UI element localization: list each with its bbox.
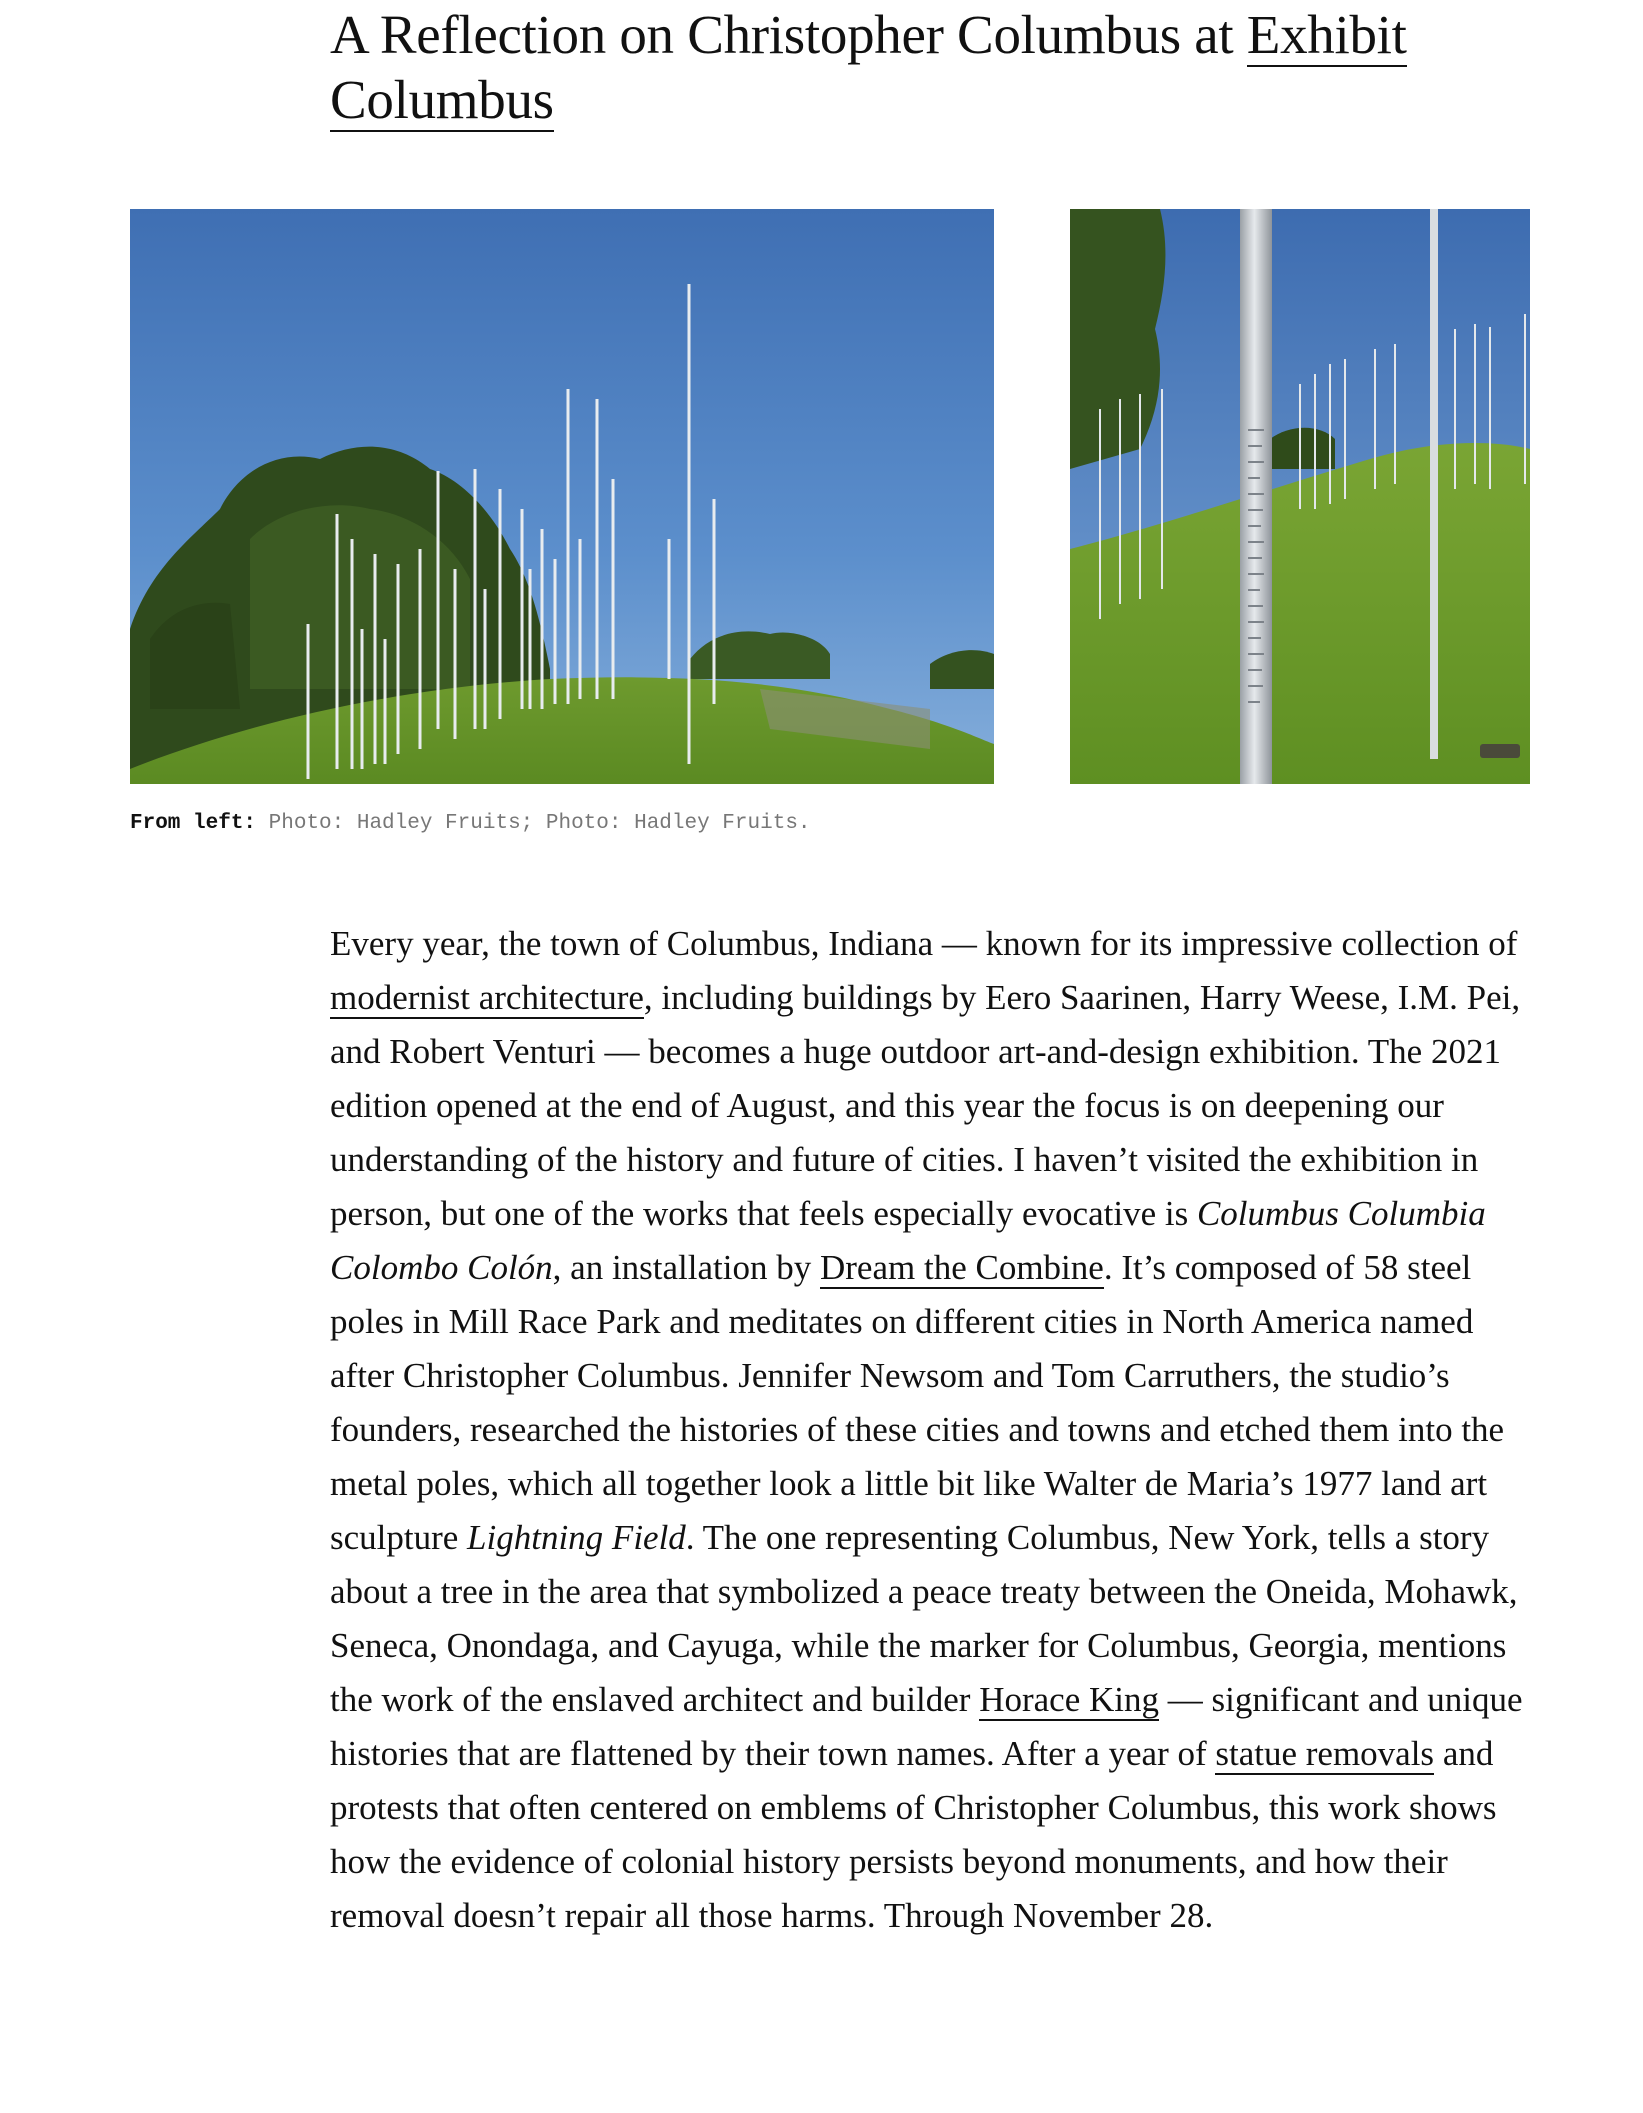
article-title-text: A Reflection on Christopher Columbus at (330, 4, 1247, 65)
body-text-4: . It’s composed of 58 steel poles in Mill Race Park and meditates on different cities in North America named after Christopher Columbus. Jennifer Newsom and Tom Carruthers, the studio’s founders, researched the histories of these cities and towns and etched them into the metal poles, which all together look a little bit like Walter de Maria’s 1977 land art sculpture (330, 1248, 1505, 1557)
caption-label: From left: (130, 812, 257, 835)
statue-removals-link[interactable]: statue removals (1215, 1734, 1435, 1773)
photo-right (1070, 209, 1530, 784)
photo-right-image (1070, 209, 1530, 784)
body-text-7: and protests that often centered on emblems of Christopher Columbus, this work shows how the evidence of colonial history persists beyond monuments, and how their removal doesn’t repair all those harms. Through November 28. (330, 1734, 1497, 1935)
article-title (330, 2, 1530, 132)
horace-king-link[interactable]: Horace King (979, 1680, 1159, 1719)
body-text-1: Every year, the town of Columbus, Indiana — known for its impressive collection of (330, 924, 1518, 963)
lightning-field-title: Lightning Field (467, 1518, 686, 1557)
body-text-6: — significant and unique histories that are flattened by their town names. After a year of (330, 1680, 1523, 1773)
photo-left-image (130, 209, 994, 784)
dream-the-combine-link[interactable]: Dream the Combine (820, 1248, 1104, 1287)
body-text-5: . The one representing Columbus, New York, tells a story about a tree in the area that symbolized a peace treaty between the Oneida, Mohawk, Seneca, Onondaga, and Cayuga, while the marker for Columbus, Georgia, mentions the work of the enslaved architect and builder (330, 1518, 1518, 1719)
caption-text: Photo: Hadley Fruits; Photo: Hadley Fruits. (256, 812, 811, 835)
body-text-2: , including buildings by Eero Saarinen, Harry Weese, I.M. Pei, and Robert Venturi — becomes a huge outdoor art-and-design exhibition. The 2021 edition opened at the end of August, and this year the focus is on deepening our understanding of the history and future of cities. I haven’t visited the exhibition in person, but one of the works that feels especially evocative is (330, 978, 1521, 1233)
exhibit-columbus-link[interactable]: Exhibit Columbus (330, 4, 1407, 130)
photo-left (130, 209, 994, 784)
article-body (330, 917, 1540, 1943)
modernist-architecture-link[interactable]: modernist architecture (330, 978, 644, 1017)
body-text-3: , an installation by (552, 1248, 820, 1287)
photo-caption (130, 812, 811, 836)
work-title: Columbus Columbia Colombo Colón (330, 1194, 1486, 1287)
